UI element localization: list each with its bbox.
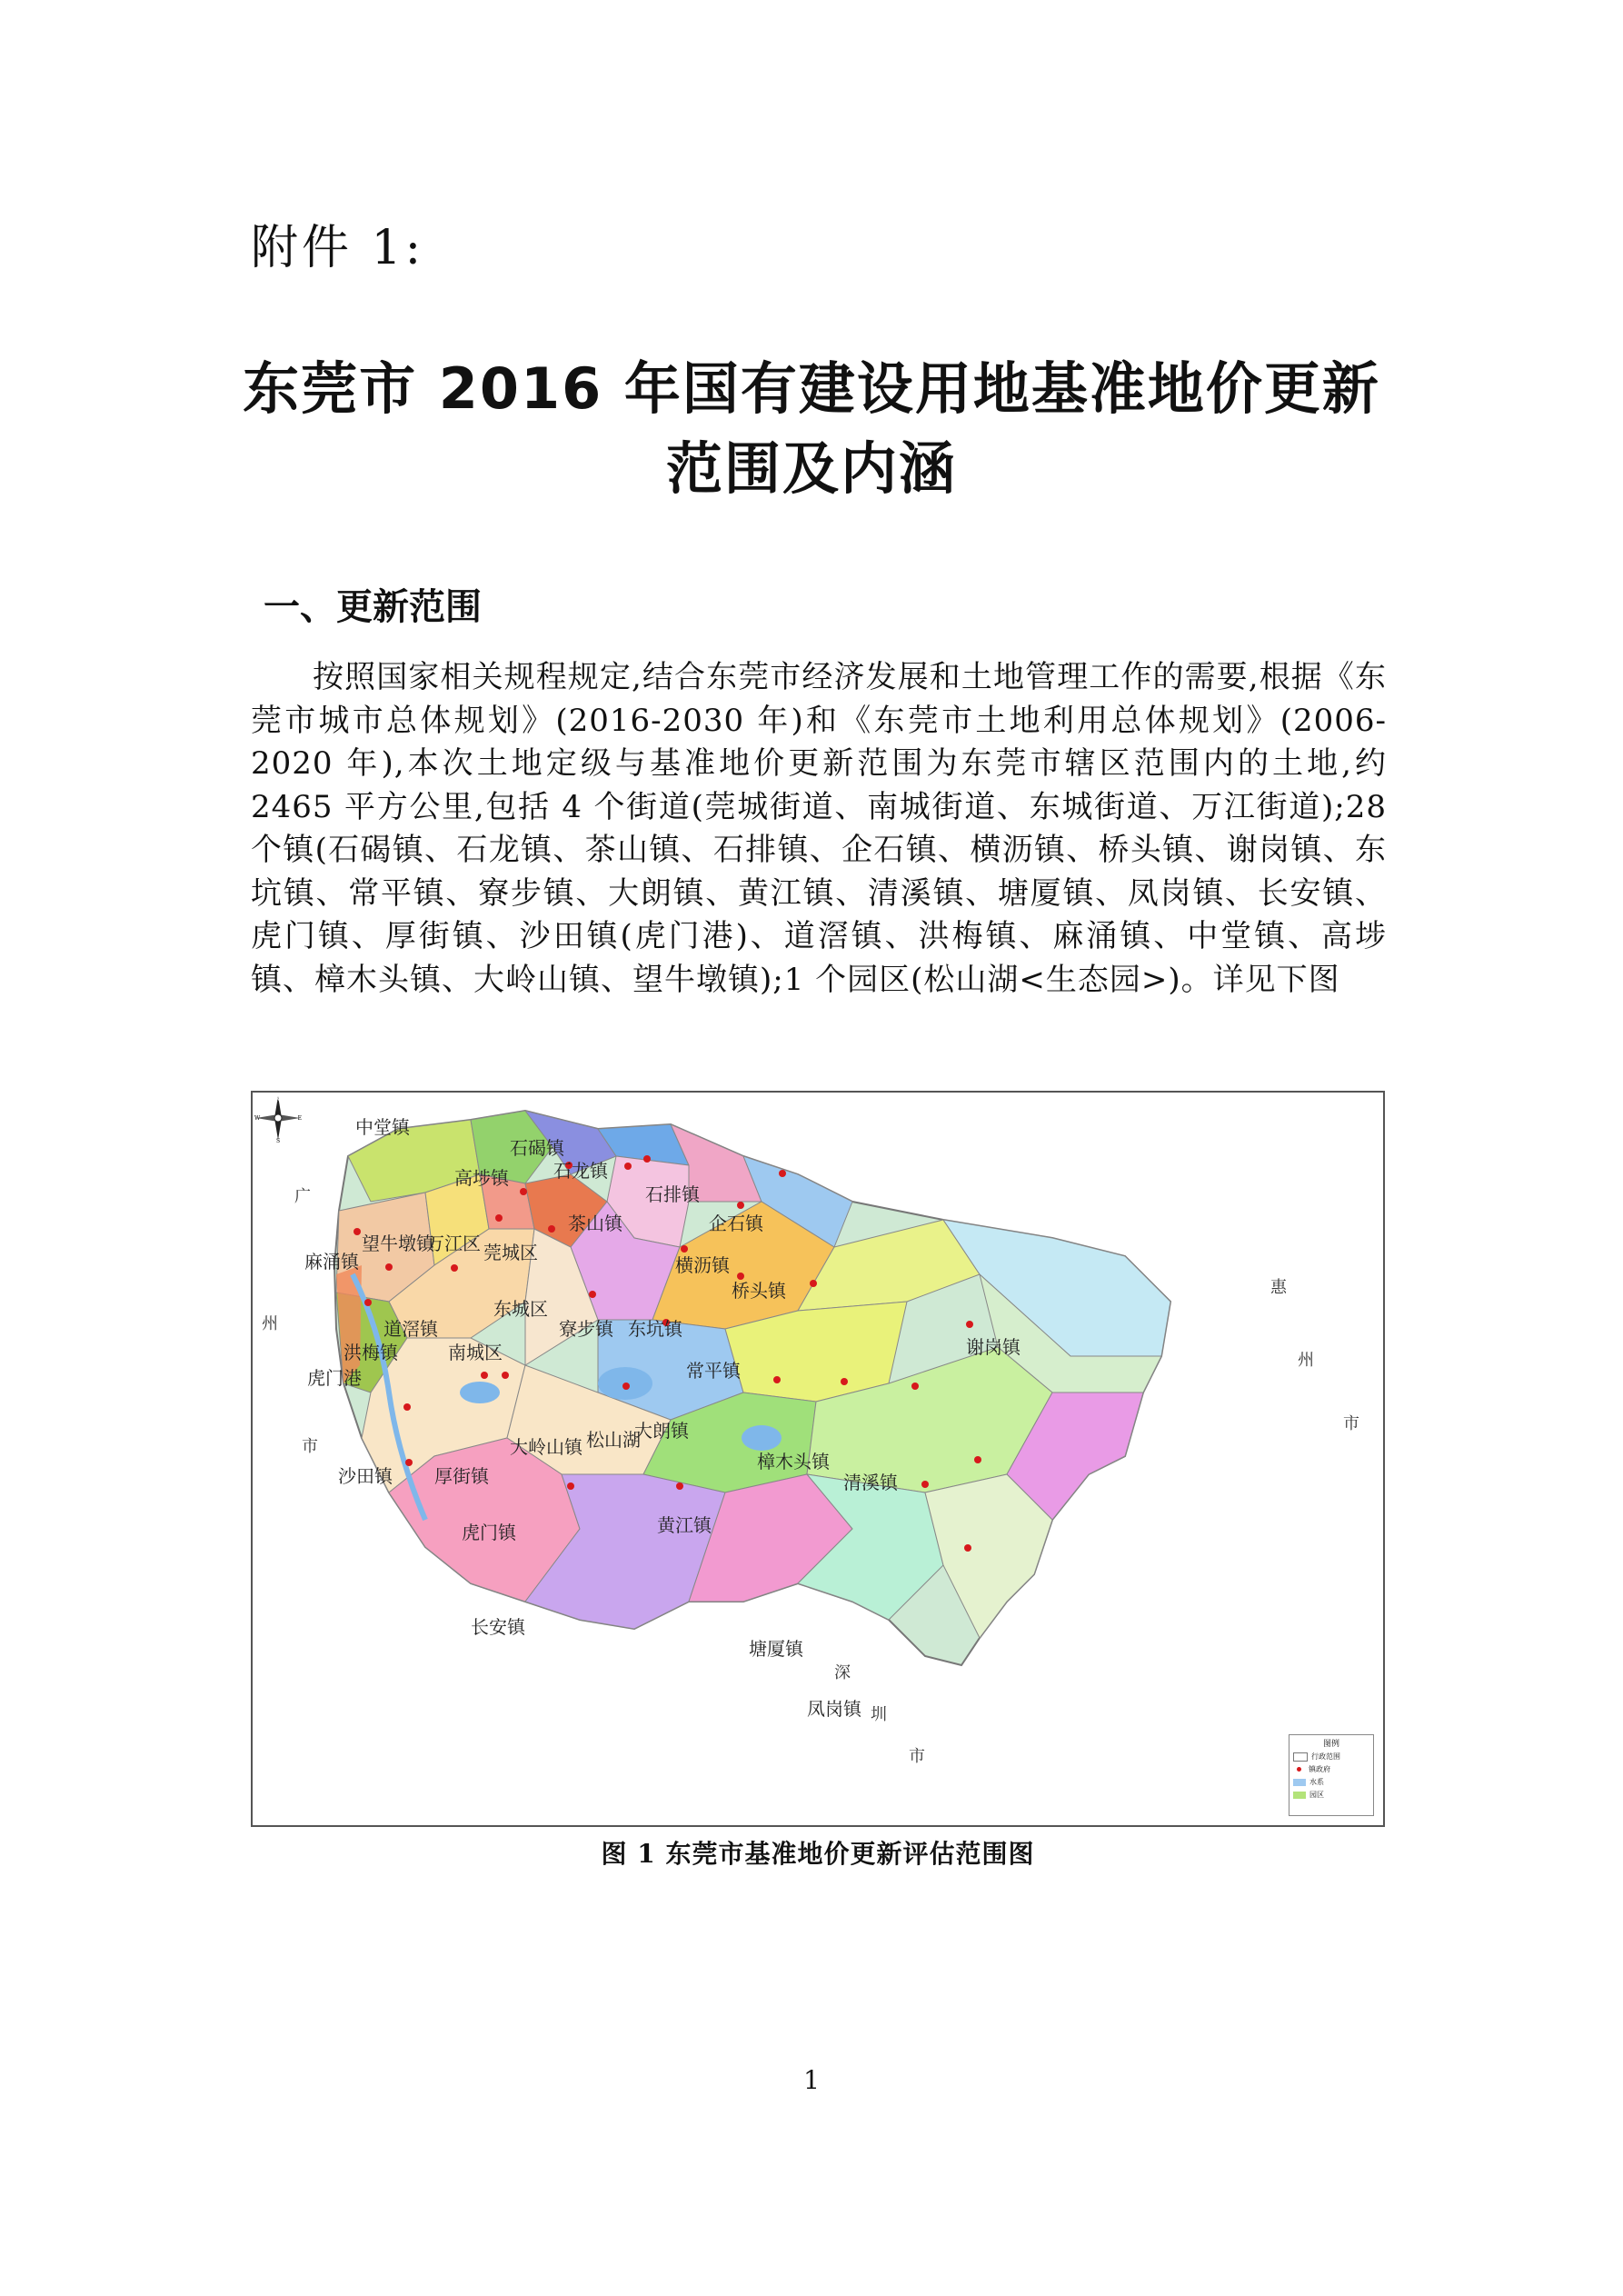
district-label: 常平镇 [686, 1360, 741, 1382]
district-label: 茶山镇 [568, 1213, 622, 1234]
guangzhou-label: 市 [302, 1437, 318, 1456]
page-number: 1 [803, 2065, 820, 2095]
attachment-label: 附件 1: [251, 221, 425, 275]
guangzhou-label: 州 [262, 1314, 278, 1333]
compass-s: S [275, 1138, 281, 1143]
district-label: 东城区 [493, 1298, 548, 1320]
shenzhen-label: 市 [909, 1747, 925, 1766]
district-label: 大岭山镇 [510, 1436, 582, 1458]
shenzhen-label: 深 [834, 1663, 851, 1682]
legend-item: 园区 [1309, 1791, 1324, 1799]
map-legend [1289, 1734, 1374, 1816]
figure-caption: 图 1 东莞市基准地价更新评估范围图 [601, 1839, 1035, 1869]
huizhou-label: 州 [1298, 1351, 1314, 1370]
document-title-line2: 范围及内涵 [665, 435, 957, 502]
huizhou-label: 市 [1343, 1414, 1359, 1433]
legend-item: 水系 [1309, 1778, 1324, 1786]
district-label: 石龙镇 [553, 1160, 608, 1182]
district-label: 洪梅镇 [344, 1342, 398, 1363]
district-label: 塘厦镇 [749, 1638, 803, 1660]
district-label: 沙田镇 [338, 1465, 393, 1487]
map-figure [251, 1091, 1385, 1827]
district-label: 中堂镇 [355, 1116, 410, 1138]
district-label: 谢岗镇 [966, 1336, 1021, 1358]
district-label: 长安镇 [471, 1616, 525, 1638]
district-label: 石碣镇 [510, 1137, 564, 1159]
legend-item: 行政范围 [1311, 1752, 1340, 1761]
district-label: 望牛墩镇 [362, 1233, 434, 1254]
huizhou-label: 惠 [1270, 1278, 1287, 1297]
district-label: 大朗镇 [634, 1420, 689, 1442]
section-heading: 一、更新范围 [264, 586, 482, 628]
district-label: 清溪镇 [843, 1472, 898, 1493]
district-label: 虎门镇 [462, 1522, 516, 1543]
district-label: 南城区 [448, 1342, 503, 1363]
district-label: 道滘镇 [383, 1318, 438, 1340]
district-label: 石排镇 [645, 1183, 700, 1205]
district-label: 厚街镇 [434, 1465, 489, 1487]
district-label: 虎门港 [307, 1367, 362, 1389]
district-label: 高埗镇 [454, 1167, 509, 1189]
compass-icon [253, 1093, 304, 1143]
compass-n: N [275, 1097, 281, 1103]
legend-title: 图例 [1322, 1740, 1339, 1749]
shenzhen-label: 圳 [871, 1705, 887, 1724]
document-title-line1: 东莞市 2016 年国有建设用地基准地价更新 [243, 355, 1380, 422]
district-label: 莞城区 [483, 1242, 538, 1263]
guangzhou-label: 广 [294, 1187, 311, 1206]
compass-w: W [254, 1115, 261, 1122]
district-label: 樟木头镇 [757, 1451, 830, 1472]
district-label: 松山湖 [586, 1429, 641, 1451]
compass-e: E [297, 1115, 302, 1122]
body-paragraph: 按照国家相关规程规定,结合东莞市经济发展和土地管理工作的需要,根据《东莞市城市总体规划》(2016-2030 年)和《东莞市土地利用总体规划》(2006-2020 年),本次土地定级与基准地价更新范围为东莞市辖区范围内的土地,约 2465 平方公里,包括 4 个街道(莞城街道、南城街道、东城街道、万江街道);28 个镇(石碣镇、石龙镇、茶山镇、石排镇、企石镇、横沥镇、桥头镇、谢岗镇、东坑镇、常平镇、寮步镇、大朗镇、黄江镇、清溪镇、塘厦镇、凤岗镇、长安镇、虎门镇、厚街镇、沙田镇(虎门港)、道滘镇、洪梅镇、麻涌镇、中堂镇、高埗镇、樟木头镇、大岭山镇、望牛墩镇);1 个园区(松山湖<生态园>)。详见下图 [251, 659, 1387, 998]
district-label: 企石镇 [709, 1213, 763, 1234]
district-label: 万江区 [426, 1233, 481, 1254]
district-label: 凤岗镇 [807, 1698, 861, 1720]
district-label: 黄江镇 [657, 1514, 712, 1536]
district-label: 桥头镇 [732, 1280, 786, 1302]
legend-item: 镇政府 [1309, 1765, 1330, 1773]
district-label: 麻涌镇 [304, 1251, 359, 1273]
district-label: 寮步镇 [559, 1318, 613, 1340]
district-label: 横沥镇 [675, 1254, 730, 1276]
district-label: 东坑镇 [628, 1318, 682, 1340]
